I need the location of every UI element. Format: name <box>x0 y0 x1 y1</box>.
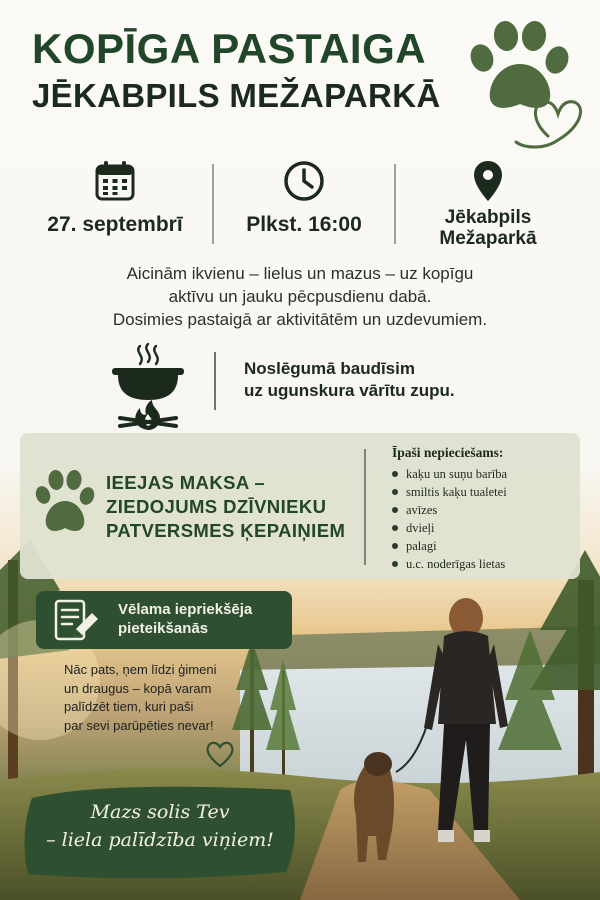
registration-badge <box>36 591 292 649</box>
invitation-line: un draugus – kopā varam <box>64 680 212 696</box>
place-line-2: Mežaparkā <box>439 228 537 249</box>
list-item: dvieļi <box>392 519 572 537</box>
registration-line: pieteikšanās <box>118 620 209 637</box>
slogan-text <box>22 798 298 854</box>
divider <box>364 449 366 565</box>
paw-icon <box>34 469 96 537</box>
event-info-row <box>20 160 580 250</box>
fee-line: ZIEDOJUMS DZĪVNIEKU <box>106 496 327 517</box>
invitation-line: palīdzēt tiem, kuri paši <box>64 699 194 714</box>
slogan-line: – liela palīdzība viņiem! <box>46 829 274 851</box>
invitation-line: Nāc pats, ņem līdzi ģimeni <box>64 662 217 677</box>
title-line-1: KOPĪGA PASTAIGA <box>32 25 427 72</box>
registration-text <box>118 600 286 638</box>
soup-text <box>244 358 455 402</box>
needs-title: Īpaši nepieciešams: <box>392 445 504 460</box>
date-block <box>20 160 210 250</box>
title-line-2: JĒKABPILS MEŽAPARKĀ <box>32 77 441 114</box>
list-item: kaķu un suņu barība <box>392 465 572 483</box>
registration-line: Vēlama iepriekšēja <box>118 601 253 618</box>
intro-line: Aicinām ikvienu – lielus un mazus – uz kopīgu <box>126 264 474 283</box>
heart-icon <box>204 738 236 770</box>
invitation-line: par sevi parūpēties nevar! <box>64 717 214 733</box>
list-item: avīzes <box>392 501 572 519</box>
soup-line: uz ugunskura vārītu zupu. <box>244 381 455 400</box>
place-block <box>396 160 580 250</box>
fee-line: IEEJAS MAKSA – <box>106 472 266 493</box>
fee-line: PATVERSMES ĶEPAIŅIEM <box>106 520 346 541</box>
clock-icon <box>283 160 325 202</box>
needs-section <box>392 445 572 573</box>
intro-line: Dosimies pastaigā ar aktivitātēm un uzdevumiem. <box>112 310 488 329</box>
intro-line: aktīvu un jauku pēcpusdienu dabā. <box>168 287 432 306</box>
event-place <box>396 207 580 249</box>
paw-heart-icon <box>462 18 588 154</box>
campfire-pot-icon <box>106 342 190 432</box>
divider <box>214 352 216 410</box>
event-date: 27. septembrī <box>47 213 183 236</box>
intro-text <box>40 262 560 331</box>
event-title <box>32 26 472 116</box>
location-pin-icon <box>473 160 503 202</box>
needs-list <box>392 465 572 573</box>
fee-title <box>106 471 368 543</box>
time-block <box>214 160 394 250</box>
event-time: Plkst. 16:00 <box>246 213 362 236</box>
invitation-text <box>64 661 254 735</box>
fee-panel <box>20 433 580 579</box>
slogan-line: Mazs solis Tev <box>90 801 230 823</box>
list-item: smiltis kaķu tualetei <box>392 483 572 501</box>
slogan-banner <box>22 780 298 882</box>
soup-line: Noslēgumā baudīsim <box>244 359 415 378</box>
list-item: palagi <box>392 537 572 555</box>
document-pen-icon <box>52 599 100 643</box>
soup-row <box>100 342 520 432</box>
list-item: u.c. noderīgas lietas <box>392 555 572 573</box>
place-line-1: Jēkabpils <box>444 207 532 228</box>
calendar-icon <box>95 160 135 202</box>
